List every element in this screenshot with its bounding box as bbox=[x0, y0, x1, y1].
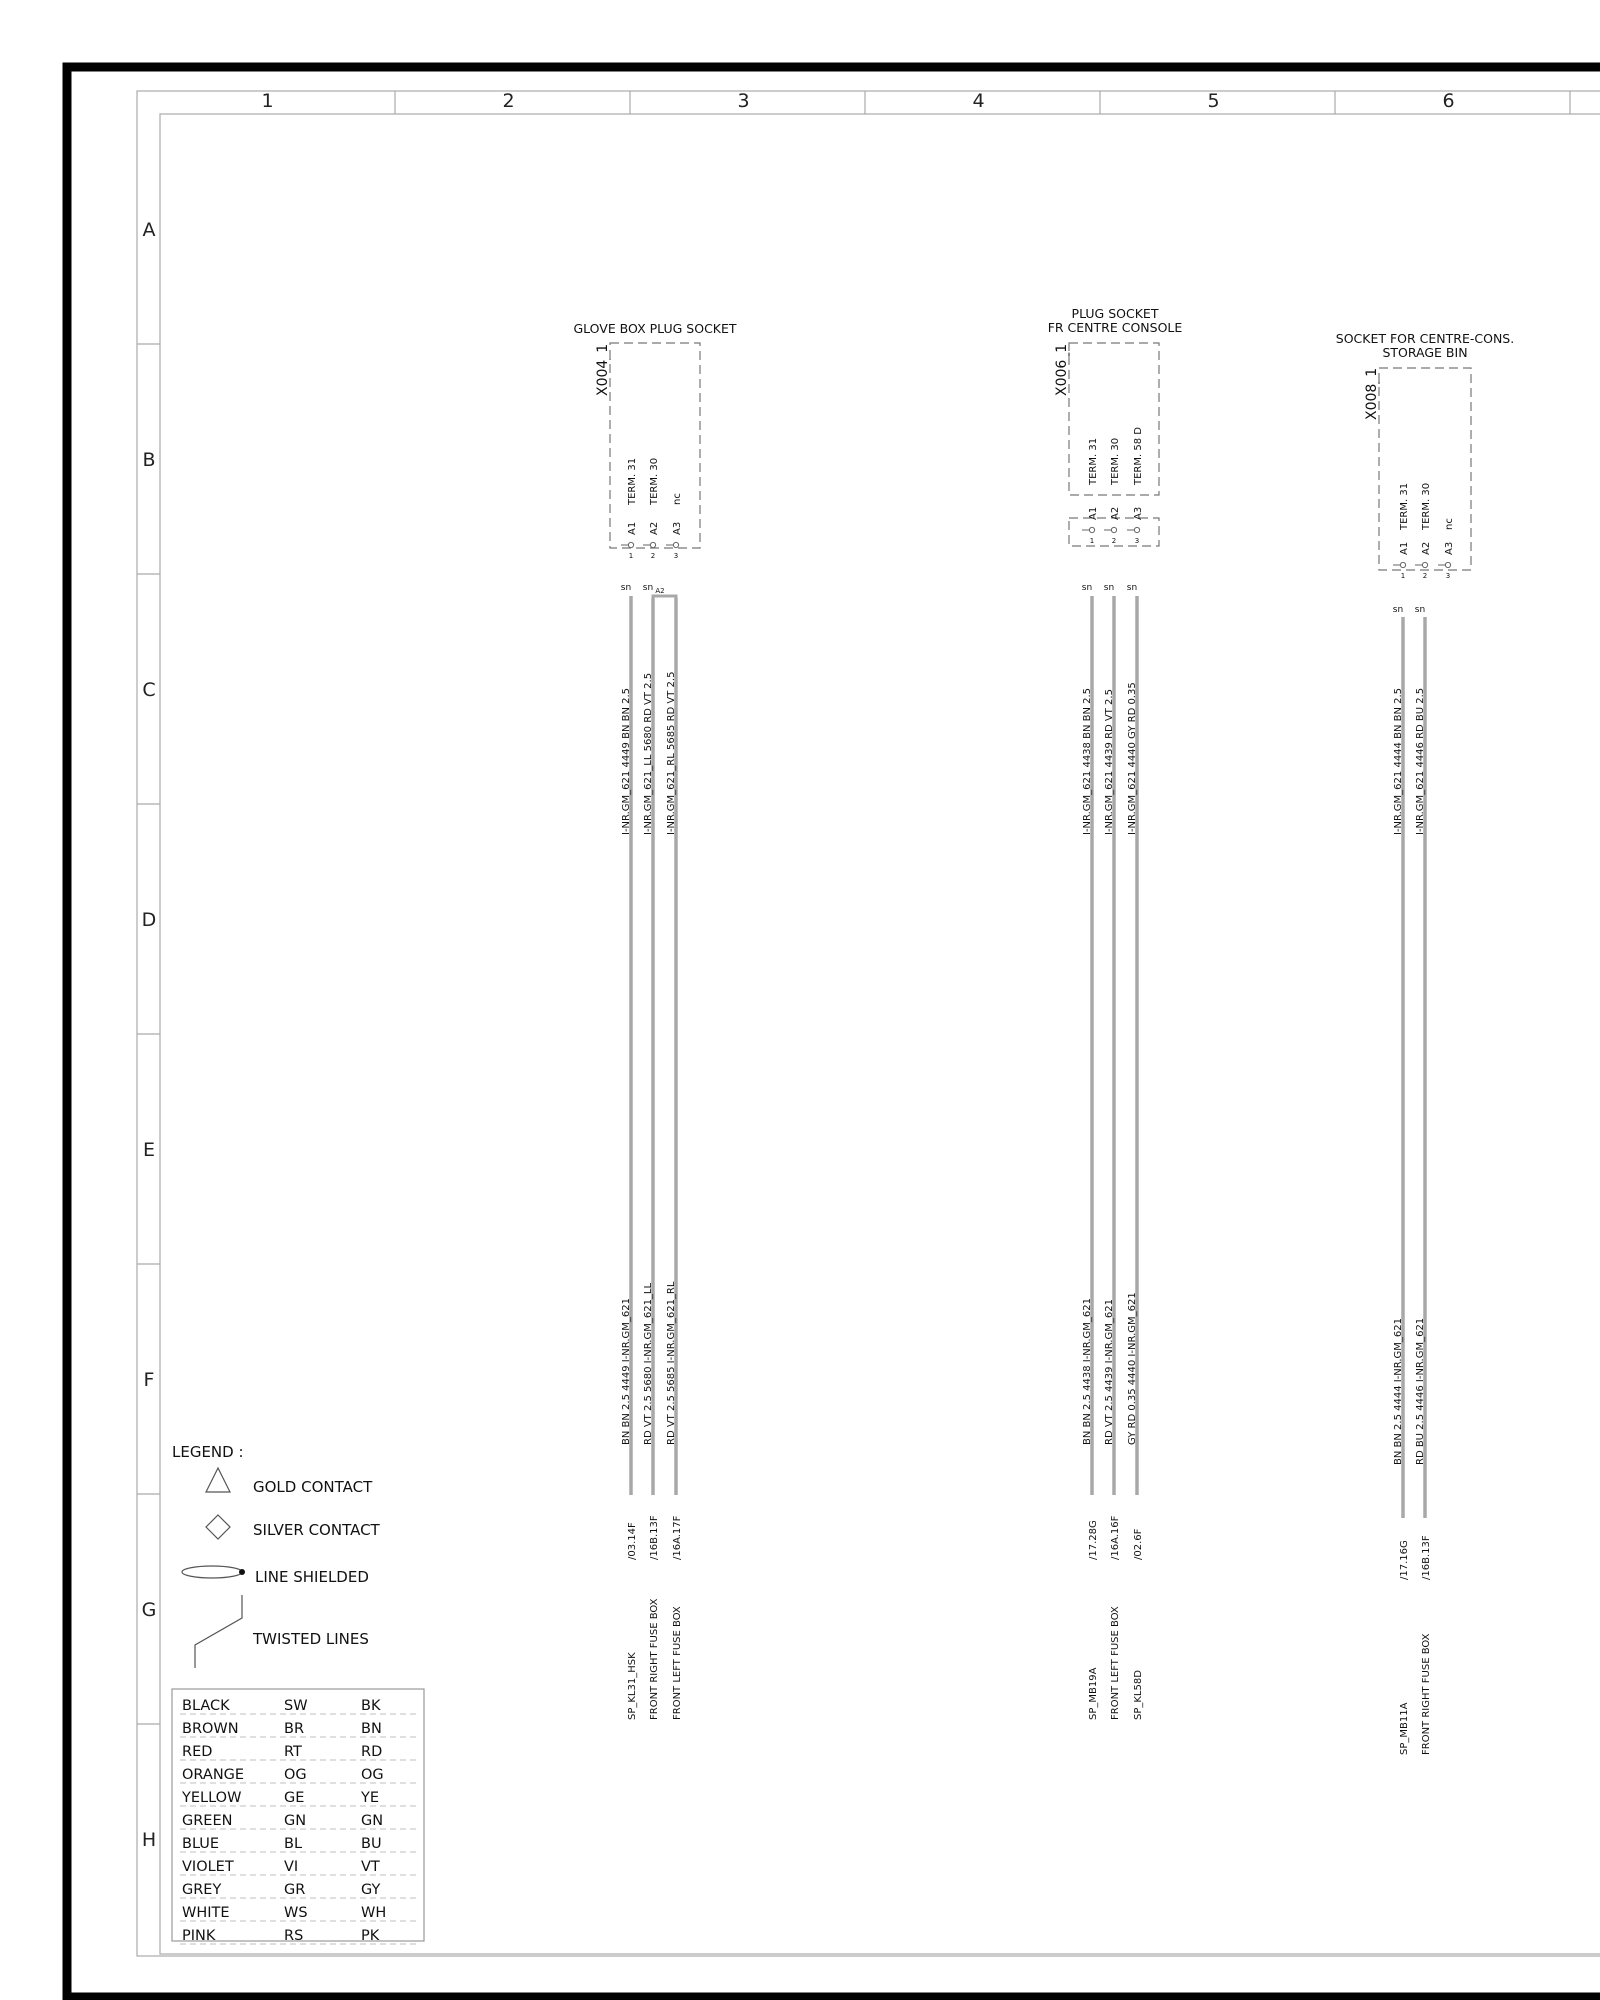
row-label: C bbox=[142, 679, 156, 701]
component-x004-1 bbox=[573, 321, 736, 1720]
connector-id: X008_1 bbox=[1364, 367, 1380, 420]
column-label: 6 bbox=[1442, 90, 1455, 112]
pin-number: 3 bbox=[1134, 537, 1140, 545]
diamond-icon bbox=[206, 1515, 230, 1539]
connector-outline bbox=[610, 343, 700, 548]
pin-signal: nc bbox=[1444, 518, 1455, 530]
connector-outline bbox=[1379, 368, 1471, 570]
sn-label: sn bbox=[1414, 605, 1426, 615]
wire-label-top: I-NR.GM_621 4440 GY RD 0.35 bbox=[1127, 682, 1138, 835]
pin-label: A3 bbox=[1444, 541, 1455, 555]
pin-signal: TERM. 30 bbox=[1421, 482, 1432, 530]
pin-label: A1 bbox=[627, 521, 638, 535]
legend-item-label: TWISTED LINES bbox=[253, 1630, 369, 1648]
color-code-en: OG bbox=[361, 1767, 384, 1783]
pin-label: A2 bbox=[649, 521, 660, 535]
grid-border bbox=[137, 91, 1600, 1956]
color-code-row bbox=[180, 1813, 416, 1829]
wire-label-bottom: RD BU 2.5 4446 I-NR.GM_621 bbox=[1415, 1317, 1426, 1465]
wire-reference-target: SP_MB19A bbox=[1088, 1667, 1099, 1720]
color-code-en: BN bbox=[361, 1721, 382, 1737]
pin-contact-icon bbox=[1134, 527, 1139, 532]
pin-label: A3 bbox=[672, 521, 683, 535]
pin-signal: TERM. 31 bbox=[1399, 482, 1410, 530]
color-code-en: VT bbox=[361, 1859, 380, 1875]
shielded-line-icon bbox=[182, 1566, 245, 1578]
component-title: STORAGE BIN bbox=[1382, 345, 1468, 360]
wire-label-bottom: GY RD 0.35 4440 I-NR.GM_621 bbox=[1127, 1292, 1138, 1445]
color-code-en: WH bbox=[361, 1905, 387, 1921]
pin-label: A1 bbox=[1399, 541, 1410, 555]
row-label: D bbox=[141, 909, 157, 931]
pin-contact-icon bbox=[628, 542, 633, 547]
pin-label: A2 bbox=[1110, 506, 1121, 520]
color-code-row bbox=[180, 1859, 416, 1875]
pin-number: 2 bbox=[1422, 572, 1428, 580]
column-label: 2 bbox=[502, 90, 515, 112]
wire-reference-target: FRONT RIGHT FUSE BOX bbox=[649, 1598, 660, 1720]
sn-label: sn bbox=[1103, 583, 1115, 593]
twisted-pair-label: A2 bbox=[655, 587, 665, 595]
wire-reference-target: FRONT RIGHT FUSE BOX bbox=[1421, 1633, 1432, 1755]
wire-label-top: I-NR.GM_621 4446 RD BU 2.5 bbox=[1415, 687, 1426, 835]
row-label: B bbox=[142, 449, 156, 471]
wire-label-top: I-NR.GM_621_LL 5680 RD VT 2.5 bbox=[643, 672, 654, 835]
color-name: WHITE bbox=[182, 1905, 230, 1921]
wire-reference-target: SP_MB11A bbox=[1399, 1702, 1410, 1755]
component-x008-1 bbox=[1336, 331, 1514, 1755]
pin-number: 3 bbox=[1445, 572, 1451, 580]
color-code-en: GN bbox=[361, 1813, 384, 1829]
wire-label-top: I-NR.GM_621_RL 5685 RD VT 2.5 bbox=[666, 671, 677, 835]
pin-signal: nc bbox=[672, 493, 683, 505]
wire-label-top: I-NR.GM_621 4439 RD VT 2.5 bbox=[1104, 689, 1115, 835]
wire-reference-page: /16A.17F bbox=[672, 1515, 683, 1560]
color-code-de: OG bbox=[284, 1767, 307, 1783]
pin-number: 2 bbox=[1111, 537, 1117, 545]
pin-number: 3 bbox=[673, 552, 679, 560]
color-name: PINK bbox=[182, 1928, 216, 1944]
connector-id: X004_1 bbox=[595, 343, 611, 396]
column-label: 3 bbox=[737, 90, 750, 112]
color-code-de: RS bbox=[284, 1928, 304, 1944]
legend-item-label: GOLD CONTACT bbox=[253, 1478, 373, 1496]
color-code-row bbox=[180, 1744, 416, 1760]
sn-label: sn bbox=[642, 583, 654, 593]
sn-label: sn bbox=[620, 583, 632, 593]
column-label: 5 bbox=[1207, 90, 1220, 112]
sn-label: sn bbox=[1081, 583, 1093, 593]
legend bbox=[172, 1443, 381, 1668]
component-title: FR CENTRE CONSOLE bbox=[1047, 320, 1183, 335]
wire-reference-page: /17.28G bbox=[1088, 1520, 1099, 1560]
color-code-de: GN bbox=[284, 1813, 307, 1829]
pin-contact-icon bbox=[1422, 562, 1427, 567]
color-code-en: YE bbox=[361, 1790, 380, 1806]
pin-number: 1 bbox=[628, 552, 634, 560]
color-code-row bbox=[180, 1721, 416, 1737]
color-code-row bbox=[180, 1698, 416, 1714]
color-code-row bbox=[180, 1836, 416, 1852]
color-code-de: BR bbox=[284, 1721, 305, 1737]
pin-number: 1 bbox=[1400, 572, 1406, 580]
wire-reference-target: SP_KL31_HSK bbox=[627, 1652, 638, 1720]
pin-contact-icon bbox=[1089, 527, 1094, 532]
column-label: 4 bbox=[972, 90, 985, 112]
color-name: ORANGE bbox=[182, 1767, 245, 1783]
wire-reference-page: /16B.13F bbox=[649, 1515, 660, 1560]
color-code-de: GR bbox=[284, 1882, 306, 1898]
wire-label-top: I-NR.GM_621 4444 BN BN 2.5 bbox=[1393, 687, 1404, 835]
color-code-table bbox=[172, 1689, 424, 1944]
wire-reference-page: /03.14F bbox=[627, 1522, 638, 1560]
column-label: 1 bbox=[261, 90, 274, 112]
twisted-lines-icon bbox=[195, 1595, 242, 1668]
wire-label-bottom: BN BN 2.5 4449 I-NR.GM_621 bbox=[621, 1297, 632, 1445]
wire-label-bottom: RD VT 2.5 4439 I-NR.GM_621 bbox=[1104, 1299, 1115, 1445]
wire-label-bottom: RD VT 2.5 5685 I-NR.GM_621_RL bbox=[666, 1281, 677, 1445]
color-name: BROWN bbox=[182, 1721, 239, 1737]
color-name: VIOLET bbox=[182, 1859, 234, 1875]
pin-signal: TERM. 30 bbox=[1110, 437, 1121, 485]
wire-reference-target: FRONT LEFT FUSE BOX bbox=[1110, 1606, 1121, 1720]
pin-label: A2 bbox=[1421, 541, 1432, 555]
color-code-de: WS bbox=[284, 1905, 308, 1921]
wire-label-top: I-NR.GM_621 4438 BN BN 2.5 bbox=[1082, 687, 1093, 835]
connector-id: X006_1 bbox=[1054, 343, 1070, 396]
row-label: A bbox=[142, 219, 156, 241]
wire-reference-target: FRONT LEFT FUSE BOX bbox=[672, 1606, 683, 1720]
component-title: SOCKET FOR CENTRE-CONS. bbox=[1335, 331, 1515, 346]
pin-contact-icon bbox=[1111, 527, 1116, 532]
component-x006-1 bbox=[1048, 306, 1183, 1720]
color-code-de: SW bbox=[284, 1698, 308, 1714]
color-code-de: RT bbox=[284, 1744, 302, 1760]
color-name: BLUE bbox=[182, 1836, 220, 1852]
wire-reference-page: /17.16G bbox=[1399, 1540, 1410, 1580]
legend-item-label: LINE SHIELDED bbox=[255, 1568, 369, 1586]
component-title: GLOVE BOX PLUG SOCKET bbox=[573, 321, 737, 336]
pin-number: 1 bbox=[1089, 537, 1095, 545]
pin-label: A1 bbox=[1088, 506, 1099, 520]
color-code-en: RD bbox=[361, 1744, 383, 1760]
row-label: E bbox=[142, 1139, 156, 1161]
pin-signal: TERM. 58 D bbox=[1133, 427, 1144, 485]
color-code-row bbox=[180, 1882, 416, 1898]
pin-signal: TERM. 31 bbox=[627, 457, 638, 505]
color-code-de: VI bbox=[284, 1859, 299, 1875]
color-code-row bbox=[180, 1905, 416, 1921]
twisted-pair-marker bbox=[653, 596, 676, 612]
pin-signal: TERM. 31 bbox=[1088, 437, 1099, 485]
color-name: RED bbox=[182, 1744, 213, 1760]
color-code-en: PK bbox=[361, 1928, 380, 1944]
wire-reference-target: SP_KL58D bbox=[1133, 1670, 1144, 1720]
color-name: GREEN bbox=[182, 1813, 233, 1829]
triangle-icon bbox=[206, 1468, 230, 1492]
wire-label-bottom: BN BN 2.5 4444 I-NR.GM_621 bbox=[1393, 1317, 1404, 1465]
row-label: F bbox=[143, 1369, 155, 1391]
legend-item-label: SILVER CONTACT bbox=[253, 1521, 380, 1539]
pin-contact-icon bbox=[1445, 562, 1450, 567]
component-title: PLUG SOCKET bbox=[1071, 306, 1159, 321]
color-name: GREY bbox=[182, 1882, 222, 1898]
pin-contact-icon bbox=[650, 542, 655, 547]
color-code-de: GE bbox=[284, 1790, 305, 1806]
pin-label: A3 bbox=[1133, 506, 1144, 520]
pin-number: 2 bbox=[650, 552, 656, 560]
color-name: YELLOW bbox=[182, 1790, 242, 1806]
wire-label-bottom: RD VT 2.5 5680 I-NR.GM_621_LL bbox=[643, 1282, 654, 1445]
pin-contact-icon bbox=[1400, 562, 1405, 567]
wire-label-top: I-NR.GM_621 4449 BN BN 2.5 bbox=[621, 687, 632, 835]
drawing-area-border bbox=[160, 114, 1600, 1954]
row-label: H bbox=[141, 1829, 157, 1851]
color-code-en: BK bbox=[361, 1698, 381, 1714]
color-code-en: GY bbox=[361, 1882, 381, 1898]
legend-title: LEGEND : bbox=[172, 1443, 244, 1461]
row-label: G bbox=[141, 1599, 157, 1621]
color-code-row bbox=[180, 1790, 416, 1806]
wire-reference-page: /16A.16F bbox=[1110, 1515, 1121, 1560]
wire-reference-page: /02.6F bbox=[1133, 1528, 1144, 1560]
pin-contact-icon bbox=[673, 542, 678, 547]
wire-label-bottom: BN BN 2.5 4438 I-NR.GM_621 bbox=[1082, 1297, 1093, 1445]
pin-signal: TERM. 30 bbox=[649, 457, 660, 505]
color-code-en: BU bbox=[361, 1836, 382, 1852]
grid-labels bbox=[137, 90, 1570, 1851]
sn-label: sn bbox=[1126, 583, 1138, 593]
sn-label: sn bbox=[1392, 605, 1404, 615]
color-name: BLACK bbox=[182, 1698, 230, 1714]
color-code-row bbox=[180, 1767, 416, 1783]
wire-reference-page: /16B.13F bbox=[1421, 1535, 1432, 1580]
color-code-de: BL bbox=[284, 1836, 303, 1852]
